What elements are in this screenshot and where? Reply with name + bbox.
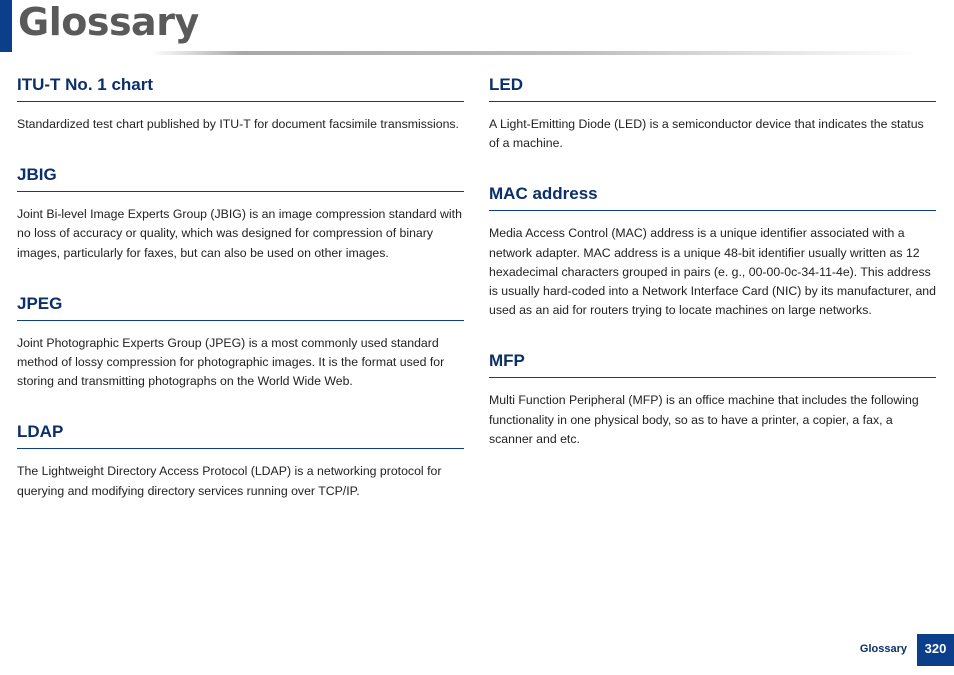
page-title: Glossary bbox=[18, 0, 199, 44]
entry-term: MAC address bbox=[489, 183, 936, 211]
glossary-entry-jbig bbox=[17, 164, 464, 263]
entry-definition: A Light-Emitting Diode (LED) is a semiconductor device that indicates the status of a machine. bbox=[489, 117, 924, 151]
entry-definition: Multi Function Peripheral (MFP) is an office machine that includes the following functionality in one physical body, so as to have a printer, a copier, a fax, a scanner and etc. bbox=[489, 393, 919, 446]
entry-definition: Media Access Control (MAC) address is a unique identifier associated with a network adapter. MAC address is a unique 48-bit identifier usually written as 12 hexadecimal characters grouped in pairs (e. g., 00-00-0c-34-11-4e). This address is usually hard-coded into a Network Interface Card (NIC) by its manufacturer, and used as an aid for routers trying to locate machines on large networks. bbox=[489, 226, 936, 318]
entry-term: LDAP bbox=[17, 421, 464, 449]
header-accent-bar bbox=[0, 0, 12, 52]
glossary-entry-ldap bbox=[17, 421, 464, 500]
glossary-entry-mac-address bbox=[489, 183, 936, 320]
glossary-entry-itu-t bbox=[17, 74, 464, 134]
entry-definition: Standardized test chart published by ITU-T for document facsimile transmissions. bbox=[17, 117, 459, 131]
glossary-entry-jpeg bbox=[17, 293, 464, 392]
entry-definition: The Lightweight Directory Access Protocol (LDAP) is a networking protocol for querying and modifying directory services running over TCP/IP. bbox=[17, 464, 442, 498]
title-divider bbox=[150, 51, 920, 55]
glossary-entry-mfp bbox=[489, 350, 936, 449]
entry-definition: Joint Photographic Experts Group (JPEG) is a most commonly used standard method of lossy compression for photographic images. It is the format used for storing and transmitting photographs on the World Wide Web. bbox=[17, 335, 445, 389]
page-number-badge: 320 bbox=[917, 634, 954, 666]
entry-term: LED bbox=[489, 74, 936, 102]
entry-term: MFP bbox=[489, 350, 936, 378]
entry-definition: Joint Bi-level Image Experts Group (JBIG) is an image compression standard with no loss of accuracy or quality, which was designed for compression of binary images, particularly for faxes, but can also be used on other images. bbox=[17, 207, 462, 260]
right-column bbox=[489, 74, 936, 479]
entry-term: ITU-T No. 1 chart bbox=[17, 74, 464, 102]
left-column bbox=[17, 74, 464, 531]
glossary-entry-led bbox=[489, 74, 936, 153]
footer-section-label: Glossary bbox=[859, 643, 907, 655]
entry-term: JBIG bbox=[17, 164, 464, 192]
entry-term: JPEG bbox=[17, 293, 464, 321]
